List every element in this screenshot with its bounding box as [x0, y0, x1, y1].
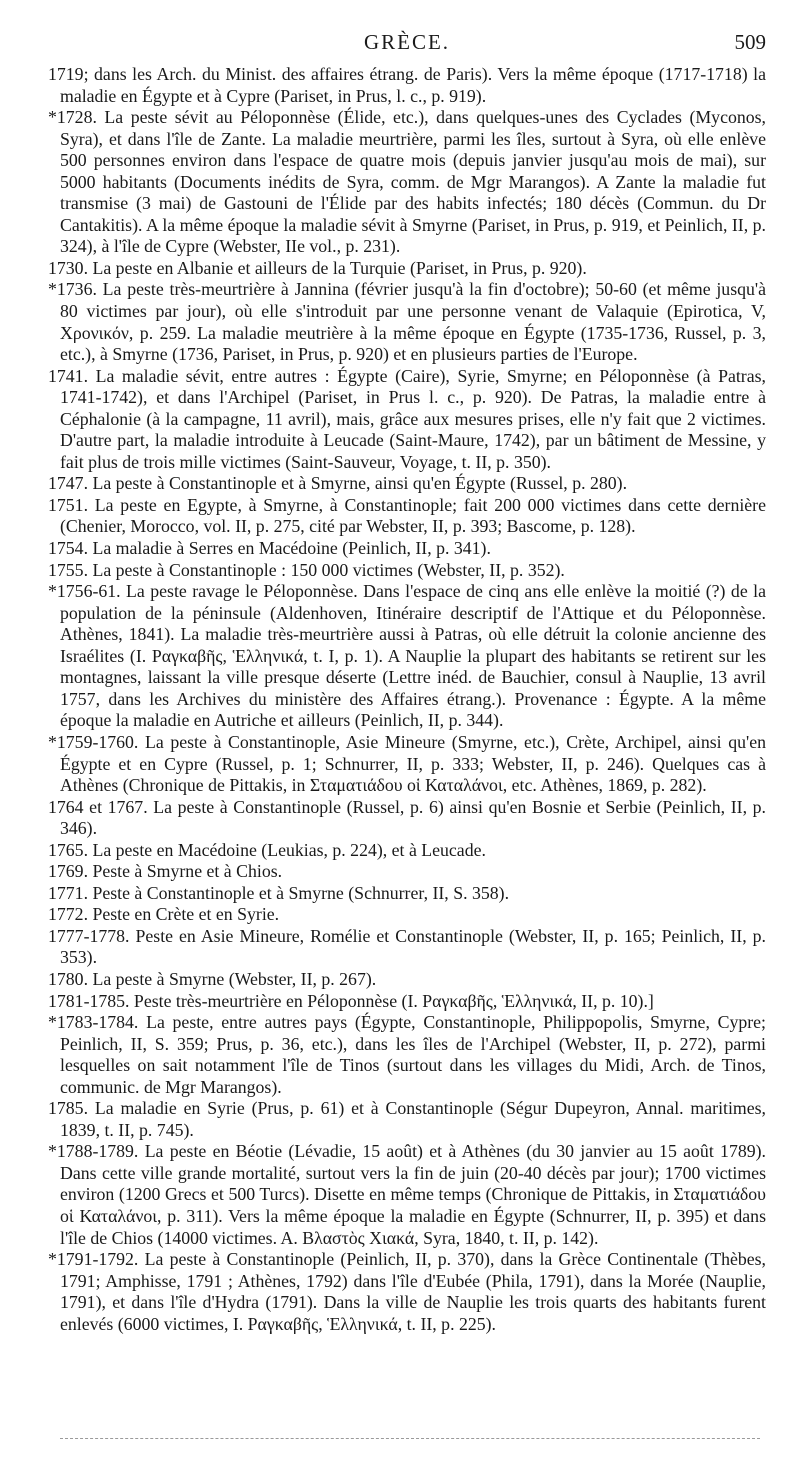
entry-1754: 1754. La maladie à Serres en Macédoine (Peinlich, II, p. 341).	[48, 538, 491, 559]
entry-1785: 1785. La maladie en Syrie (Prus, p. 61) et à Constantinople (Ségur Dupeyron, Annal. maritimes, 1839, t. II, p. 745).	[48, 1098, 766, 1140]
entry-1771: 1771. Peste à Constantinople et à Smyrne (Schnurrer, II, S. 358).	[48, 882, 510, 903]
running-title: GRÈCE.	[363, 30, 451, 54]
entry-1755: 1755. La peste à Constantinople : 150 000 victimes (Webster, II, p. 352).	[48, 559, 565, 580]
entry-1736: *1736. La peste très-meurtrière à Jannina (février jusqu'à la fin d'octobre); 50-60 (et même jusqu'à 80 victimes par jour), où elle s'introduit par une personne venant de Valaquie (Epirotica, V, Χρονικόν, p. 259. La maladie meutrière à la même époque en Égypte (1735-1736, Russel, p. 3, etc.), à Smyrne (1736, Pariset, in Prus, p. 920) et en plusieurs parties de l'Europe.	[48, 279, 766, 365]
entry-1783-1784: *1783-1784. La peste, entre autres pays (Égypte, Constantinople, Philippopolis, Smyrne, Cypre; Peinlich, II, S. 359; Prus, p. 36, etc.), dans les îles de l'Archipel (Webster, II, p. 272), parmi lesquelles on sait notamment l'île de Tinos (surtout dans les villages du Midi, Arch. de Tinos, communic. de Mgr Marangos).	[48, 1012, 766, 1097]
page-number: 509	[734, 30, 766, 54]
running-header	[48, 24, 766, 64]
entry-1728: *1728. La peste sévit au Péloponnèse (Élide, etc.), dans quelques-unes des Cyclades (Myconos, Syra), et dans l'île de Zante. La maladie meurtrière, parmi les îles, surtout à Syra, où elle enlève 500 personnes environ dans l'espace de quatre mois (depuis janvier jusqu'au mois de mai), sur 5000 habitants (Documents inédits de Syra, comm. de Mgr Marangos). A Zante la maladie fut transmise (3 mai) de Gastouni de l'Élide par des habits infectés; 180 décès (Commun. du Dr Cantakitis). A la même époque la maladie sévit à Smyrne (Pariset, in Prus, p. 919, et Peinlich, II, p. 324), à l'île de Cypre (Webster, IIe vol., p. 231).	[48, 107, 766, 257]
entry-1747: 1747. La peste à Constantinople et à Smyrne, ainsi qu'en Égypte (Russel, p. 280).	[48, 473, 628, 494]
entry-1759-1760: *1759-1760. La peste à Constantinople, Asie Mineure (Smyrne, etc.), Crète, Archipel, ainsi qu'en Égypte et en Cypre (Russel, p. 1; Schnurrer, II, p. 333; Webster, II, p. 246). Quelques cas à Athènes (Chronique de Pittakis, in Σταματιάδου οἱ Καταλάνοι, etc. Athènes, 1869, p. 282).	[48, 731, 766, 796]
footer-rule	[60, 1438, 760, 1439]
chronology-list	[48, 64, 766, 1335]
entry-1764-1767: 1764 et 1767. La peste à Constantinople (Russel, p. 6) ainsi qu'en Bosnie et Serbie (Peinlich, II, p. 346).	[48, 796, 766, 839]
entry-1788-1789: *1788-1789. La peste en Béotie (Lévadie, 15 août) et à Athènes (du 30 janvier au 15 août 1789). Dans cette ville grande mortalité, surtout vers la fin de juin (20-40 décès par jour); 1700 victimes environ (1200 Grecs et 500 Turcs). Disette en même temps (Chronique de Pittakis, in Σταματιάδου οἱ Καταλάνοι, p. 311). Vers la même époque la maladie en Égypte (Schnurrer, II, p. 395) et dans l'île de Chios (14000 victimes. A. Βλαστὸς Χιακά, Syra, 1840, t. II, p. 142).	[48, 1141, 766, 1248]
entry-1772: 1772. Peste en Crète et en Syrie.	[48, 904, 280, 925]
entry-1777-1778: 1777-1778. Peste en Asie Mineure, Romélie et Constantinople (Webster, II, p. 165; Peinlich, II, p. 353).	[48, 925, 766, 968]
entry-1756-61: *1756-61. La peste ravage le Péloponnèse. Dans l'espace de cinq ans elle enlève la moitié (?) de la population de la péninsule (Aldenhoven, Itinéraire descriptif de l'Attique et du Péloponnèse. Athènes, 1841). La maladie très-meurtrière aussi à Patras, où elle détruit la colonie ancienne des Israélites (I. Ραγκαβῆς, Ἑλληνικά, t. I, p. 1). A Nauplie la plupart des habitants se retirent sur les montagnes, laissant la ville presque déserte (Lettre inéd. de Bauchier, consul à Nauplie, 13 avril 1757, dans les Archives du ministère des Affaires étrang.). Provenance : Égypte. A la même époque la maladie en Autriche et ailleurs (Peinlich, II, p. 344).	[48, 581, 766, 731]
entry-1751: 1751. La peste en Egypte, à Smyrne, à Constantinople; fait 200 000 victimes dans cette dernière (Chenier, Morocco, vol. II, p. 275, cité par Webster, II, p. 393; Bascome, p. 128).	[48, 494, 766, 537]
entry-1769: 1769. Peste à Smyrne et à Chios.	[48, 861, 283, 882]
entry-1780: 1780. La peste à Smyrne (Webster, II, p. 267).	[48, 968, 377, 989]
entry-1730: 1730. La peste en Albanie et ailleurs de la Turquie (Pariset, in Prus, p. 920).	[48, 257, 587, 278]
entry-1791-1792: *1791-1792. La peste à Constantinople (Peinlich, II, p. 370), dans la Grèce Continentale (Thèbes, 1791; Amphisse, 1791 ; Athènes, 1792) dans l'île d'Eubée (Phila, 1791), dans la Morée (Nauplie, 1791), et dans l'île d'Hydra (1791). Dans la ville de Nauplie les trois quarts des habitants furent enlevés (6000 victimes, I. Ραγκαβῆς, Ἑλληνικά, t. II, p. 225).	[48, 1249, 766, 1334]
entry-1719: 1719; dans les Arch. du Minist. des affaires étrang. de Paris). Vers la même époque (1717-1718) la maladie en Égypte et à Cypre (Pariset, in Prus, l. c., p. 919).	[48, 64, 766, 106]
entry-1741: 1741. La maladie sévit, entre autres : Égypte (Caire), Syrie, Smyrne; en Péloponnèse (à Patras, 1741-1742), et dans l'Archipel (Pariset, in Prus l. c., p. 920). De Patras, la maladie entre à Céphalonie (à la campagne, 11 avril), mais, grâce aux mesures prises, elle n'y fait que 2 victimes. D'autre part, la maladie introduite à Leucade (Saint-Maure, 1742), par un bâtiment de Messine, y fait plus de trois mille victimes (Saint-Sauveur, Voyage, t. II, p. 350).	[48, 365, 766, 472]
entry-1781-1785: 1781-1785. Peste très-meurtrière en Péloponnèse (I. Ραγκαβῆς, Ἑλληνικά, II, p. 10).]	[48, 990, 654, 1011]
entry-1765: 1765. La peste en Macédoine (Leukias, p. 224), et à Leucade.	[48, 839, 486, 860]
